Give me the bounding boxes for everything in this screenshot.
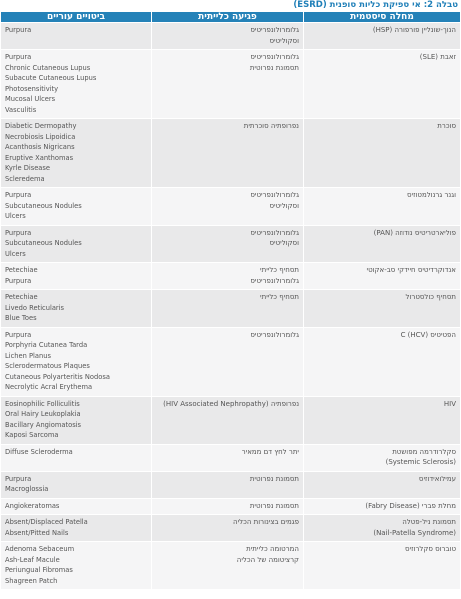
skin-cell-line: Purpura xyxy=(5,26,32,34)
kidney-cell xyxy=(152,263,303,289)
disease-cell-line: HIV xyxy=(443,399,456,408)
skin-cell-line: Shagreen Patch xyxy=(5,576,58,585)
disease-cell-line: אנדוקרדיטיס חיידקי סב-אקוטי xyxy=(366,266,456,274)
skin-cell-line: Acanthosis Nigricans xyxy=(5,143,75,151)
disease-cell xyxy=(304,445,460,471)
kidney-cell-line: גלומרולונפריטיס xyxy=(250,53,299,61)
disease-cell-line: זאבת (SLE) xyxy=(419,53,456,61)
disease-cell-line: תסחיף כולסטרול xyxy=(405,293,456,301)
skin-cell-line: Purpura xyxy=(5,276,32,285)
kidney-cell xyxy=(152,119,303,187)
kidney-cell-line: גלומרולונפריטיס xyxy=(250,26,299,34)
skin-cell-line: Macroglossia xyxy=(5,485,49,493)
skin-cell-line: Porphyria Cutanea Tarda xyxy=(5,341,88,349)
disease-cell-line: סוכרת xyxy=(437,122,456,130)
skin-cell-line: Oral Hairy Leukoplakia xyxy=(5,410,81,418)
kidney-cell-line: גלומרולונפריטיס xyxy=(250,228,299,237)
skin-cell-line: Necrolytic Acral Erythema xyxy=(5,383,93,391)
skin-cell xyxy=(1,499,151,515)
table-row xyxy=(1,499,460,515)
skin-cell xyxy=(1,445,151,471)
skin-cell-line: Sclerodermatous Plaques xyxy=(5,362,90,370)
kidney-cell-line: יתר לחץ דם ממאיר xyxy=(241,447,299,456)
header-disease: מחלה סיסטמית xyxy=(304,12,460,22)
kidney-cell-line: גלומרולונפריטיס xyxy=(250,276,299,285)
disease-cell-line: טוברוס סקלרוזיס xyxy=(405,545,456,553)
disease-cell xyxy=(304,472,460,498)
kidney-cell-line: קרציטומה של הכליה xyxy=(236,555,299,564)
disease-cell-line: (Nail-Patella Syndrome) xyxy=(373,528,456,537)
kidney-cell-line: גלומרולונפריטיס xyxy=(250,191,299,199)
disease-cell xyxy=(304,397,460,444)
kidney-cell-line: נפרופתיה (HIV Associated Nephropathy) xyxy=(163,399,299,408)
table-caption: טבלה 2: אי ספיקת כליות סופנית (ESRD) xyxy=(293,0,458,10)
skin-cell xyxy=(1,328,151,396)
disease-cell xyxy=(304,50,460,118)
skin-cell-line: Scleredema xyxy=(5,174,45,183)
kidney-cell-line: תסמונת נפרוטית xyxy=(249,501,299,510)
disease-cell xyxy=(304,226,460,263)
skin-cell-line: Eruptive Xanthomas xyxy=(5,153,74,162)
disease-cell xyxy=(304,515,460,541)
skin-cell-line: Livedo Reticularis xyxy=(5,303,65,312)
skin-cell xyxy=(1,515,151,541)
kidney-cell-line: וסקוליטיס xyxy=(269,201,299,210)
table-row xyxy=(1,263,460,289)
skin-cell-line: Mucosal Ulcers xyxy=(5,95,56,103)
table-row xyxy=(1,445,460,471)
skin-cell-line: Chronic Cutaneous Lupus xyxy=(5,63,91,72)
skin-cell-line: Blue Toes xyxy=(5,314,37,322)
disease-cell-line: וגנר גרנולמטוזיס xyxy=(406,191,456,199)
disease-cell-line: מחלת פברי (Fabry Disease) xyxy=(365,501,456,510)
skin-cell-line: Purpura xyxy=(5,330,32,339)
kidney-cell-line: נפרופתיה סוכרתית xyxy=(243,122,299,130)
skin-cell xyxy=(1,263,151,289)
skin-cell-line: Purpura xyxy=(5,53,32,61)
table-body xyxy=(1,23,460,589)
disease-cell xyxy=(304,499,460,515)
table-row xyxy=(1,23,460,49)
kidney-cell xyxy=(152,328,303,396)
kidney-cell-line: וסקוליטיס xyxy=(269,36,299,45)
kidney-cell xyxy=(152,23,303,49)
table-header-row xyxy=(1,12,460,22)
disease-cell-line: תסמונת ניל-פטלה xyxy=(402,518,456,526)
skin-cell-line: Purpura xyxy=(5,474,32,483)
disease-cell-line: (Systemic Sclerosis) xyxy=(385,458,456,466)
skin-cell-line: Photosensitivity xyxy=(5,84,59,93)
disease-cell xyxy=(304,542,460,589)
header-skin: ביטויים עוריים xyxy=(1,12,151,22)
skin-cell-line: Eosinophilic Folliculitis xyxy=(5,399,80,408)
skin-cell-line: Periungual Fibromas xyxy=(5,566,73,574)
table-row xyxy=(1,328,460,396)
kidney-cell-line: פגמים בצינורות הכליה xyxy=(233,518,299,526)
skin-cell-line: Kaposi Sarcoma xyxy=(5,431,59,439)
header-kidney: פגיעה כלייתית xyxy=(152,12,303,22)
kidney-cell xyxy=(152,515,303,541)
kidney-cell-line: המרטומה כלייתית xyxy=(246,545,299,553)
skin-cell-line: Angiokeratomas xyxy=(5,501,60,510)
disease-cell xyxy=(304,188,460,225)
kidney-cell xyxy=(152,445,303,471)
disease-cell-line: הפטיטיס C (HCV) xyxy=(400,330,456,339)
skin-cell xyxy=(1,397,151,444)
skin-cell xyxy=(1,23,151,49)
table-row xyxy=(1,397,460,444)
table-row xyxy=(1,119,460,187)
kidney-cell-line: תסחיף כלייתי xyxy=(260,293,299,301)
table-row xyxy=(1,472,460,498)
kidney-cell xyxy=(152,499,303,515)
disease-cell xyxy=(304,23,460,49)
skin-cell-line: Diabetic Dermopathy xyxy=(5,122,77,130)
kidney-cell-line: וסקוליטיס xyxy=(269,239,299,247)
kidney-cell xyxy=(152,188,303,225)
skin-cell-line: Ash-Leaf Macule xyxy=(5,555,60,564)
skin-cell xyxy=(1,472,151,498)
disease-cell xyxy=(304,328,460,396)
skin-cell-line: Petechiae xyxy=(5,293,38,301)
kidney-cell xyxy=(152,542,303,589)
kidney-cell-line: תסמונת נפרוטית xyxy=(249,63,299,72)
kidney-cell-line: תסמונת נפרוטית xyxy=(249,474,299,483)
skin-cell-line: Subcutaneous Nodules xyxy=(5,201,82,210)
skin-cell xyxy=(1,542,151,589)
skin-cell xyxy=(1,119,151,187)
skin-cell-line: Diffuse Scleroderma xyxy=(5,447,73,456)
table-row xyxy=(1,515,460,541)
table-row xyxy=(1,290,460,327)
kidney-cell xyxy=(152,397,303,444)
skin-cell-line: Ulcers xyxy=(5,249,26,258)
skin-cell xyxy=(1,50,151,118)
skin-cell-line: Lichen Planus xyxy=(5,351,51,360)
skin-cell-line: Necrobiosis Lipoidica xyxy=(5,132,76,141)
esrd-table xyxy=(0,11,461,590)
skin-cell xyxy=(1,290,151,327)
skin-cell-line: Absent/Pitted Nails xyxy=(5,528,69,537)
skin-cell xyxy=(1,188,151,225)
skin-cell-line: Purpura xyxy=(5,228,32,237)
skin-cell-line: Petechiae xyxy=(5,266,38,274)
disease-cell xyxy=(304,119,460,187)
table-row xyxy=(1,542,460,589)
skin-cell-line: Bacillary Angiomatosis xyxy=(5,420,82,429)
disease-cell-line: סקלרודרמה מפושטת xyxy=(392,447,456,456)
table-row xyxy=(1,50,460,118)
table-row xyxy=(1,188,460,225)
skin-cell-line: Adenoma Sebaceum xyxy=(5,545,75,553)
skin-cell-line: Subacute Cutaneous Lupus xyxy=(5,74,97,82)
disease-cell-line: הנוך-שונליין פורפורה (HSP) xyxy=(372,26,456,34)
kidney-cell-line: גלומרולונפריטיס xyxy=(250,330,299,339)
skin-cell-line: Subcutaneous Nodules xyxy=(5,239,82,247)
kidney-cell-line: תסחיף כלייתי xyxy=(260,266,299,274)
skin-cell-line: Absent/Displaced Patella xyxy=(5,518,88,526)
skin-cell-line: Kyrle Disease xyxy=(5,164,51,172)
disease-cell xyxy=(304,290,460,327)
skin-cell xyxy=(1,226,151,263)
disease-cell-line: פוליארטריטיס נודוזה (PAN) xyxy=(373,228,456,237)
disease-cell-line: עמילואידוזיס xyxy=(418,474,456,483)
table-row xyxy=(1,226,460,263)
kidney-cell xyxy=(152,290,303,327)
kidney-cell xyxy=(152,472,303,498)
kidney-cell xyxy=(152,50,303,118)
skin-cell-line: Ulcers xyxy=(5,212,26,220)
disease-cell xyxy=(304,263,460,289)
kidney-cell xyxy=(152,226,303,263)
skin-cell-line: Purpura xyxy=(5,191,32,199)
skin-cell-line: Vasculitis xyxy=(5,105,37,114)
skin-cell-line: Cutaneous Polyarteritis Nodosa xyxy=(5,372,110,381)
